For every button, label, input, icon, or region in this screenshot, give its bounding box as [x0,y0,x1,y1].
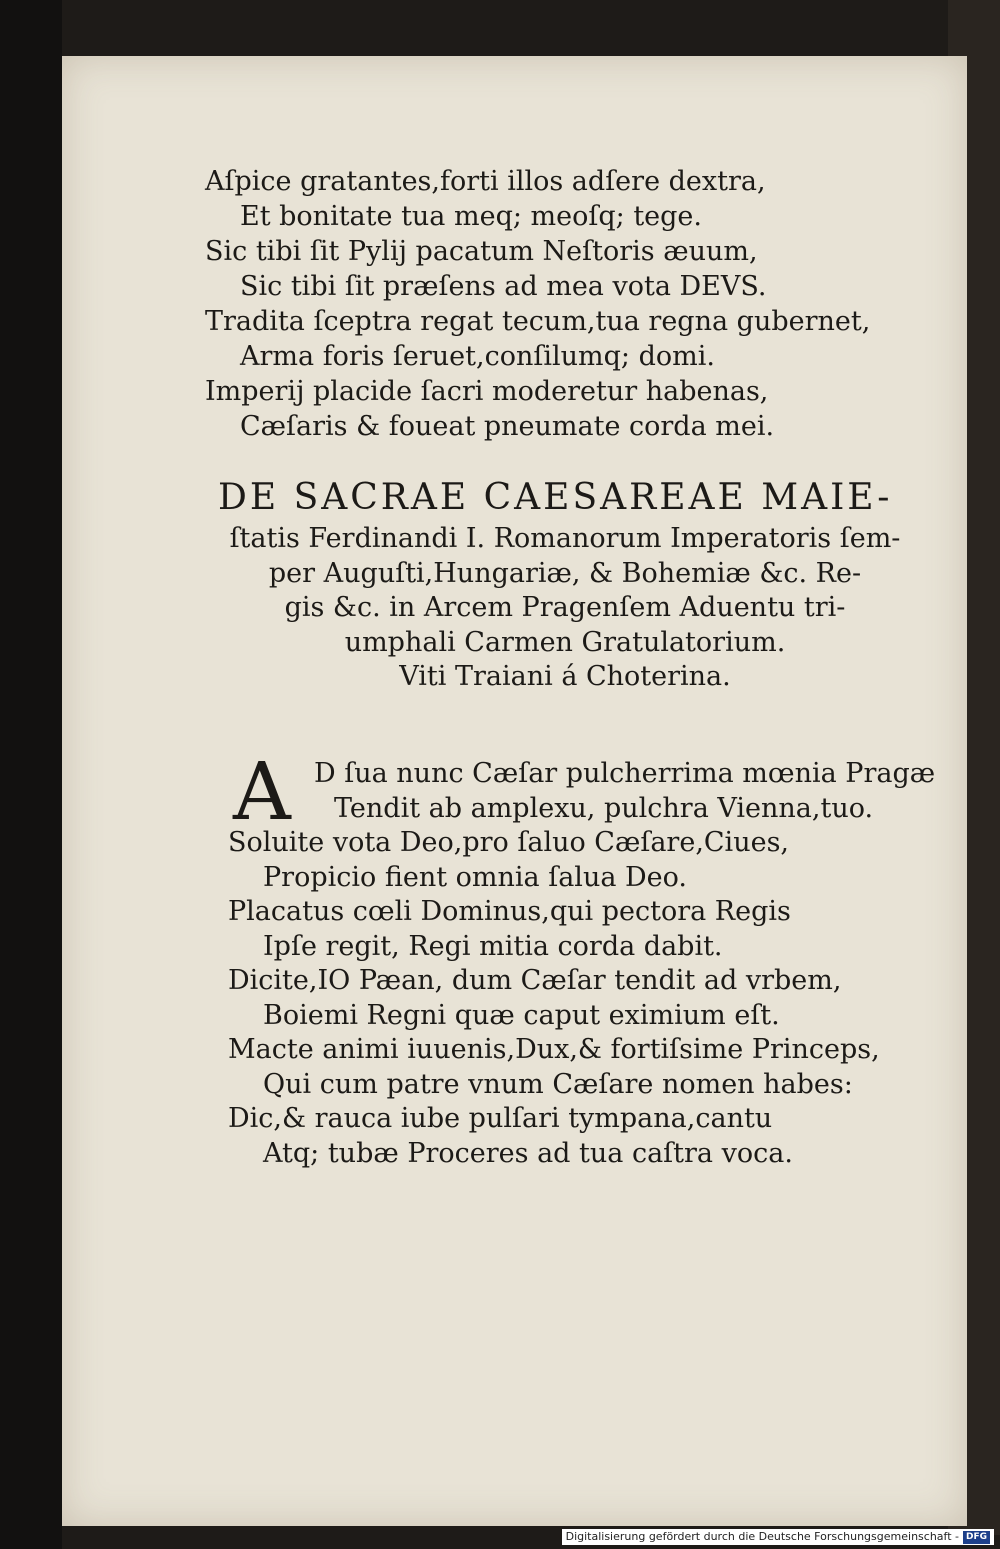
verse-line: Imperij placide ſacri moderetur habenas, [205,376,769,407]
title-first-line: DE SACRAE CAESAREAE MAIE- [218,477,893,518]
scan-background-left [0,0,62,1549]
verse-line: Placatus cœli Dominus,qui pectora Regis [228,896,791,927]
verse-line: Dic,& rauca iube pulſari tympana,cantu [228,1103,773,1134]
verse-line: Cæſaris & foueat pneumate corda mei. [240,411,775,442]
poem-title [170,474,960,695]
poem-top [205,164,870,444]
verse-line: Tendit ab amplexu, pulchra Vienna,tuo. [334,792,874,824]
verse-line: Boiemi Regni quæ caput eximium eſt. [263,999,780,1031]
verse-line: Sic tibi ſit præſens ad mea vota DEVS. [240,271,767,302]
title-line: umphali Carmen Gratulatorium. [344,626,786,658]
title-line: per Auguſti,Hungariæ, & Bohemiæ &c. Re- [268,557,862,589]
verse-line: Ipſe regit, Regi mitia corda dabit. [263,930,723,962]
verse-line: Propicio fient omnia ſalua Deo. [263,861,687,893]
title-author: Viti Traiani á Choterina. [399,661,731,692]
verse-line: Soluite vota Deo,pro ſaluo Cæſare,Ciues, [228,827,790,858]
credit-text: Digitalisierung gefördert durch die Deutsche Forschungsgemeinschaft - [565,1530,959,1543]
title-line: gis &c. in Arcem Pragenſem Aduentu tri- [284,592,846,623]
verse-line: Aſpice gratantes,forti illos adſere dextra, [205,166,766,197]
verse-line: Qui cum patre vnum Cæſare nomen habes: [263,1068,853,1100]
verse-line: Arma foris ſeruet,conſilumq; domi. [240,341,715,372]
verse-line: Et bonitate tua meq; meoſq; tege. [240,201,702,232]
verse-line: Atq; tubæ Proceres ad tua caſtra voca. [263,1137,793,1169]
verse-line: Sic tibi ſit Pylij pacatum Neſtoris æuum, [205,236,758,267]
title-line: ſtatis Ferdinandi I. Romanorum Imperatoris ſem- [229,523,901,554]
verse-line: Tradita ſceptra regat tecum,tua regna gubernet, [205,306,871,337]
verse-line: Dicite,IO Pæan, dum Cæſar tendit ad vrbem, [228,965,842,996]
drop-cap: A [233,745,291,838]
digitization-credit [562,1529,994,1545]
verse-line: D ſua nunc Cæſar pulcherrima mœnia Pragæ [314,758,936,789]
verse-line: Macte animi iuuenis,Dux,& fortiſsime Princeps, [228,1034,880,1065]
poem-bottom [228,757,935,1171]
dfg-logo-icon: DFG [963,1531,990,1544]
